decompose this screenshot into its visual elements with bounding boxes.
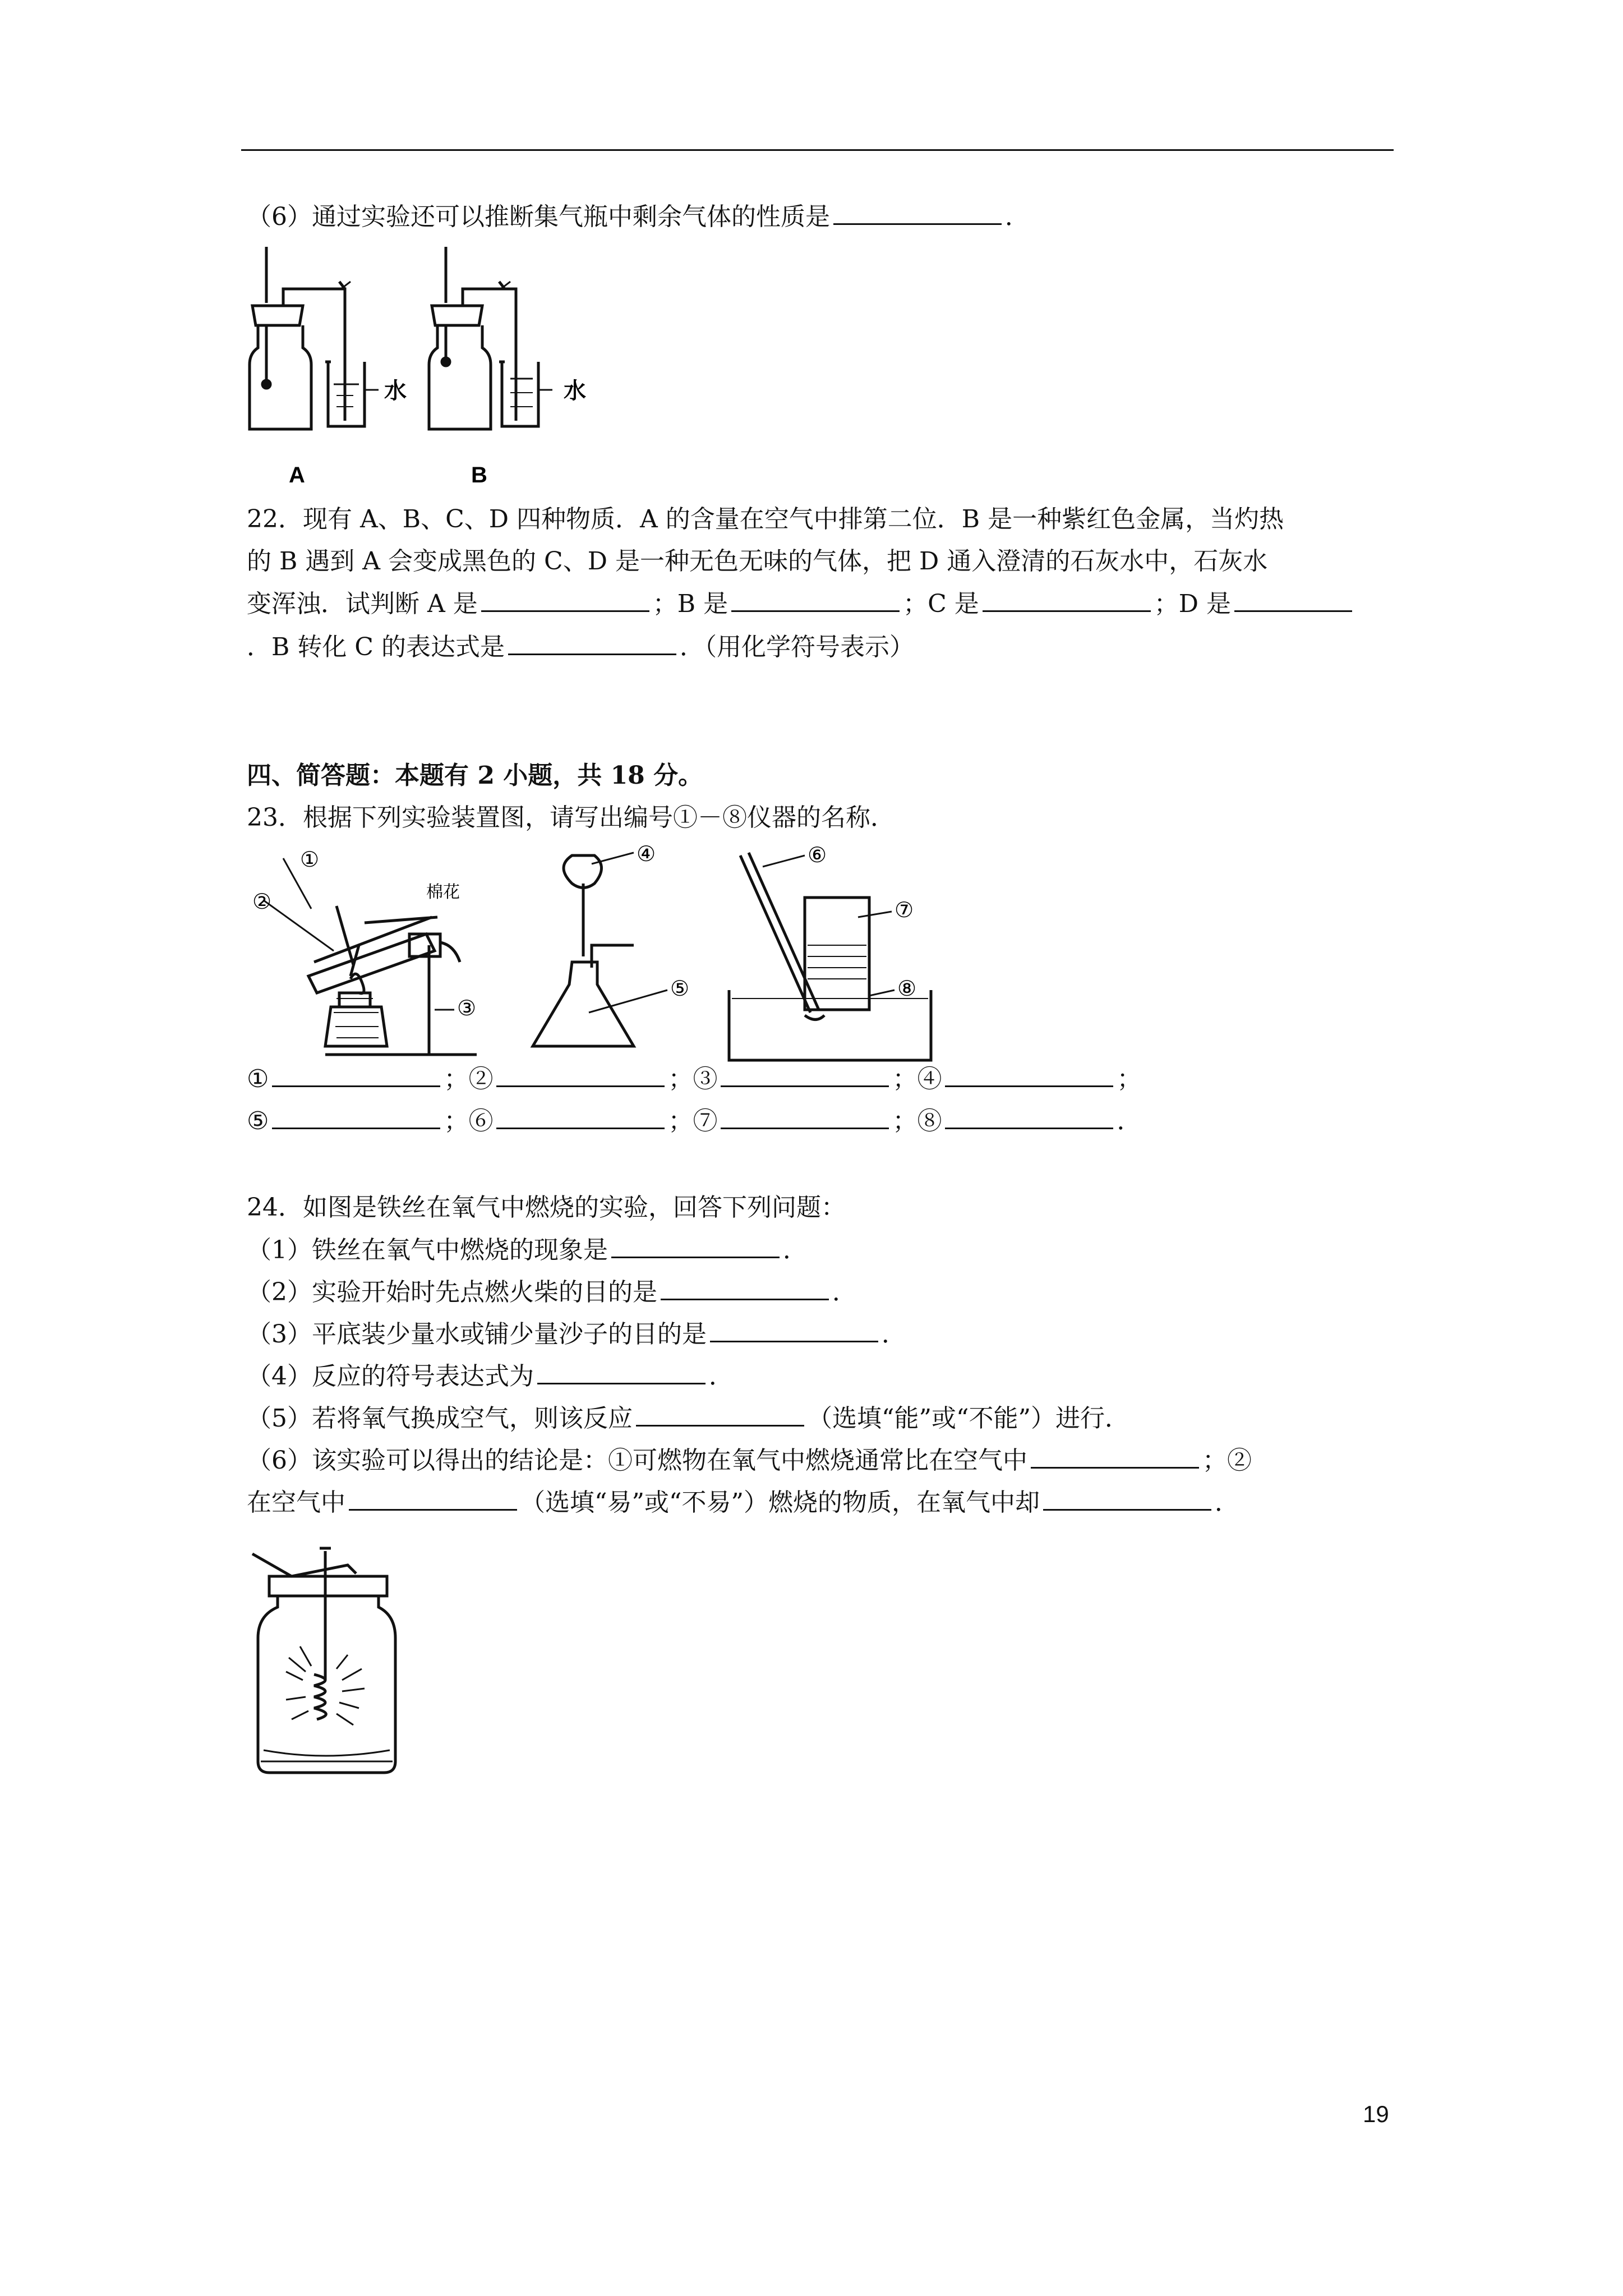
water-label-a: 水 bbox=[384, 379, 407, 403]
answer-blank[interactable] bbox=[636, 1402, 804, 1427]
answer-blank[interactable] bbox=[1031, 1444, 1199, 1469]
q24-intro: 24．如图是铁丝在氧气中燃烧的实验，回答下列问题： bbox=[247, 1193, 846, 1222]
answer-blank-a[interactable] bbox=[481, 588, 649, 612]
answer-blank-2[interactable] bbox=[496, 1063, 665, 1087]
fig-label-6: ⑥ bbox=[808, 844, 827, 867]
q24-1-line: （1）铁丝在氧气中燃烧的现象是 ． bbox=[247, 1234, 808, 1266]
q24-4-line: （4）反应的符号表达式为 ． bbox=[247, 1360, 734, 1392]
page-number: 19 bbox=[1363, 2101, 1389, 2127]
answer-blank-5[interactable] bbox=[272, 1105, 440, 1129]
answer-blank-4[interactable] bbox=[945, 1063, 1113, 1087]
fig-label-7: ⑦ bbox=[895, 899, 914, 922]
q22-line-3: 变浑浊．试判断 A 是 ；B 是 ；C 是 ；D 是 bbox=[247, 588, 1355, 620]
q21-apparatus-figure bbox=[241, 241, 623, 499]
q22-line-1: 22．现有 A、B、C、D 四种物质．A 的含量在空气中排第二位．B 是一种紫红色金属，当灼热 bbox=[247, 505, 1284, 533]
water-label-b: 水 bbox=[564, 379, 586, 403]
label-a: A bbox=[289, 463, 305, 487]
q24-iron-wire-figure bbox=[247, 1543, 409, 1784]
answer-blank-3[interactable] bbox=[721, 1063, 889, 1087]
answer-blank-6[interactable] bbox=[496, 1105, 665, 1129]
q23-answer-row-1: ① ；② ；③ ；④ ； bbox=[247, 1063, 1141, 1095]
answer-blank-1[interactable] bbox=[272, 1063, 440, 1087]
q24-6-line-1: （6）该实验可以得出的结论是：①可燃物在氧气中燃烧通常比在空气中 ；② bbox=[247, 1444, 1252, 1476]
fig-label-4: ④ bbox=[637, 844, 656, 866]
answer-blank-b[interactable] bbox=[731, 588, 900, 612]
fig-label-5: ⑤ bbox=[670, 977, 690, 1001]
header-rule bbox=[241, 149, 1394, 151]
q23-answer-row-2: ⑤ ；⑥ ；⑦ ；⑧ ． bbox=[247, 1105, 1141, 1137]
cotton-label: 棉花 bbox=[426, 883, 460, 901]
q24-6-line-2: 在空气中 （选填“易”或“不易”）燃烧的物质，在氧气中却 ． bbox=[247, 1487, 1239, 1519]
flask-apparatus bbox=[533, 853, 667, 1046]
answer-blank[interactable] bbox=[833, 201, 1002, 225]
answer-blank-8[interactable] bbox=[945, 1105, 1113, 1129]
fig-label-1: ① bbox=[300, 848, 320, 872]
answer-blank[interactable] bbox=[537, 1360, 706, 1384]
fig-label-3: ③ bbox=[457, 997, 477, 1020]
answer-blank[interactable] bbox=[1043, 1487, 1211, 1511]
q22-line-4: ．B 转化 C 的表达式是 ．（用化学符号表示） bbox=[247, 631, 914, 663]
q23-apparatus-figure bbox=[241, 844, 981, 1063]
answer-blank[interactable] bbox=[349, 1487, 517, 1511]
answer-blank-b-to-c[interactable] bbox=[508, 631, 676, 655]
section-4-heading: 四、简答题：本题有 2 小题，共 18 分。 bbox=[247, 761, 703, 790]
answer-blank[interactable] bbox=[661, 1276, 829, 1300]
label-b: B bbox=[471, 463, 487, 487]
bottle-b-apparatus bbox=[429, 247, 552, 429]
bottle-a-apparatus bbox=[250, 247, 379, 429]
answer-blank[interactable] bbox=[710, 1318, 878, 1342]
answer-blank-c[interactable] bbox=[983, 588, 1151, 612]
q21-6-line: （6）通过实验还可以推断集气瓶中剩余气体的性质是 ． bbox=[247, 201, 1030, 233]
q24-3-line: （3）平底装少量水或铺少量沙子的目的是 ． bbox=[247, 1318, 906, 1350]
q21-6-text: （6）通过实验还可以推断集气瓶中剩余气体的性质是 bbox=[247, 203, 830, 231]
fig-label-2: ② bbox=[252, 890, 272, 914]
q24-2-line: （2）实验开始时先点燃火柴的目的是 ． bbox=[247, 1276, 857, 1308]
q22-line-2: 的 B 遇到 A 会变成黑色的 C、D 是一种无色无味的气体，把 D 通入澄清的石灰水中，石灰水 bbox=[247, 547, 1268, 576]
fig-label-8: ⑧ bbox=[897, 977, 917, 1001]
answer-blank-7[interactable] bbox=[721, 1105, 889, 1129]
q24-5-line: （5）若将氧气换成空气，则该反应 （选填“能”或“不能”）进行． bbox=[247, 1402, 1129, 1434]
gas-collection-apparatus bbox=[729, 853, 931, 1060]
answer-blank[interactable] bbox=[611, 1234, 780, 1258]
q23-question: 23．根据下列实验装置图，请写出编号①－⑧仪器的名称． bbox=[247, 803, 895, 832]
answer-blank-d[interactable] bbox=[1234, 588, 1352, 612]
